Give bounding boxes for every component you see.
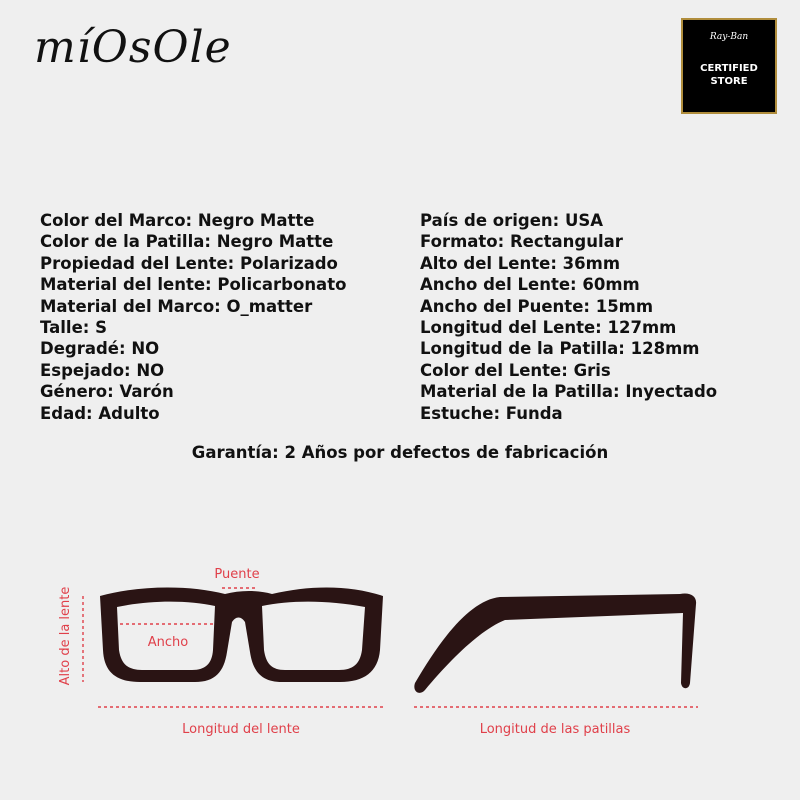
specs-right-column (420, 210, 717, 424)
bridge-label: Puente (214, 567, 260, 582)
badge-line-1: CERTIFIED (700, 63, 758, 74)
temple-length-label: Longitud de las patillas (479, 722, 631, 737)
spec-item: Propiedad del Lente: Polarizado (40, 253, 338, 273)
spec-item: Espejado: NO (40, 360, 165, 380)
spec-item: Degradé: NO (40, 339, 160, 359)
spec-item: Longitud del Lente: 127mm (420, 318, 677, 338)
spec-item: Estuche: Funda (420, 403, 563, 423)
spec-item: Formato: Rectangular (420, 232, 623, 252)
spec-item: Ancho del Lente: 60mm (420, 275, 640, 295)
spec-item: Edad: Adulto (40, 403, 160, 423)
lens-length-label: Longitud del lente (182, 722, 300, 737)
spec-item: Color del Marco: Negro Matte (40, 211, 315, 230)
ray-ban-script-logo: Ray-Ban (709, 32, 749, 42)
certified-store-text (683, 62, 775, 88)
glasses-side-icon (414, 593, 696, 692)
glasses-measurement-diagram (0, 540, 800, 760)
spec-item: Género: Varón (40, 382, 174, 402)
spec-item: País de origen: USA (420, 211, 604, 230)
badge-line-2: STORE (710, 76, 748, 87)
width-label: Ancho (147, 635, 189, 650)
spec-item: Color de la Patilla: Negro Matte (40, 232, 334, 252)
warranty-text: Garantía: 2 Años por defectos de fabricación (191, 443, 609, 462)
spec-item: Longitud de la Patilla: 128mm (420, 339, 700, 359)
brand-logo: míOsOle (34, 22, 232, 73)
spec-item: Alto del Lente: 36mm (420, 253, 621, 273)
spec-item: Ancho del Puente: 15mm (420, 296, 654, 316)
spec-item: Material del lente: Policarbonato (40, 275, 347, 295)
height-label: Alto de la lente (58, 586, 73, 686)
certified-store-badge (681, 18, 777, 114)
spec-item: Color del Lente: Gris (420, 360, 611, 380)
glasses-front-icon (100, 587, 383, 682)
spec-item: Talle: S (40, 318, 107, 338)
specs-left-column (40, 210, 346, 424)
spec-item: Material del Marco: O_matter (40, 296, 313, 316)
spec-item: Material de la Patilla: Inyectado (420, 382, 718, 402)
